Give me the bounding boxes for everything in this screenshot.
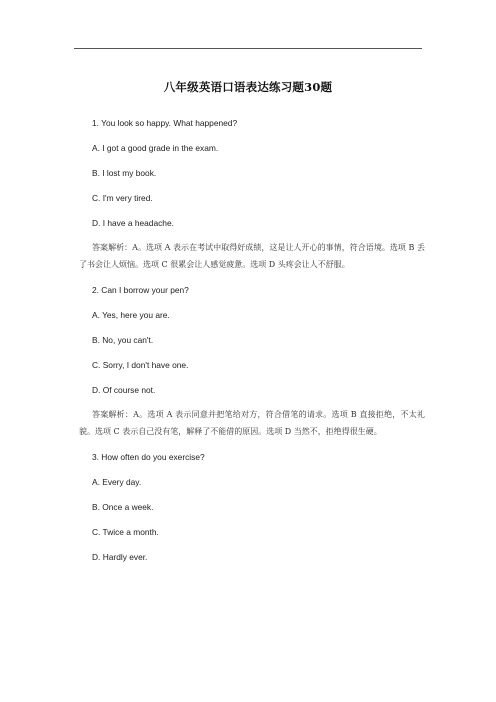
question-2-option-a: A. Yes, here you are. <box>92 310 170 320</box>
question-1-option-a: A. I got a good grade in the exam. <box>92 143 219 153</box>
question-1-option-b: B. I lost my book. <box>92 168 157 178</box>
question-3-option-d: D. Hardly ever. <box>92 552 148 562</box>
question-3-option-a: A. Every day. <box>92 477 142 487</box>
question-2-option-b: B. No, you can't. <box>92 335 154 345</box>
question-2: 2. Can I borrow your pen? <box>92 285 189 295</box>
page-title: 八年级英语口语表达练习题30题 <box>163 80 333 94</box>
question-3-option-b: B. Once a week. <box>92 502 154 512</box>
question-1-option-c: C. I'm very tired. <box>92 193 153 203</box>
question-2-option-d: D. Of course not. <box>92 385 156 395</box>
question-3: 3. How often do you exercise? <box>92 452 205 462</box>
document-body <box>79 118 425 577</box>
question-1-option-d: D. I have a headache. <box>92 218 174 228</box>
question-3-option-c: C. Twice a month. <box>92 527 159 537</box>
question-1-analysis: 答案解析：A。选项 A 表示在考试中取得好成绩，这是让人开心的事情，符合语境。选项 B 丢了书会让人烦恼。选项 C 很累会让人感觉疲惫。选项 D 头疼会让人不舒服。 <box>79 243 425 269</box>
question-2-option-c: C. Sorry, I don't have one. <box>92 360 189 370</box>
header-rule <box>74 48 422 49</box>
question-1: 1. You look so happy. What happened? <box>92 118 238 128</box>
question-2-analysis: 答案解析：A。选项 A 表示同意并把笔给对方，符合借笔的请求。选项 B 直接拒绝，不太礼貌。选项 C 表示自己没有笔，解释了不能借的原因。选项 D 当然不，拒绝得很生硬。 <box>79 410 425 436</box>
